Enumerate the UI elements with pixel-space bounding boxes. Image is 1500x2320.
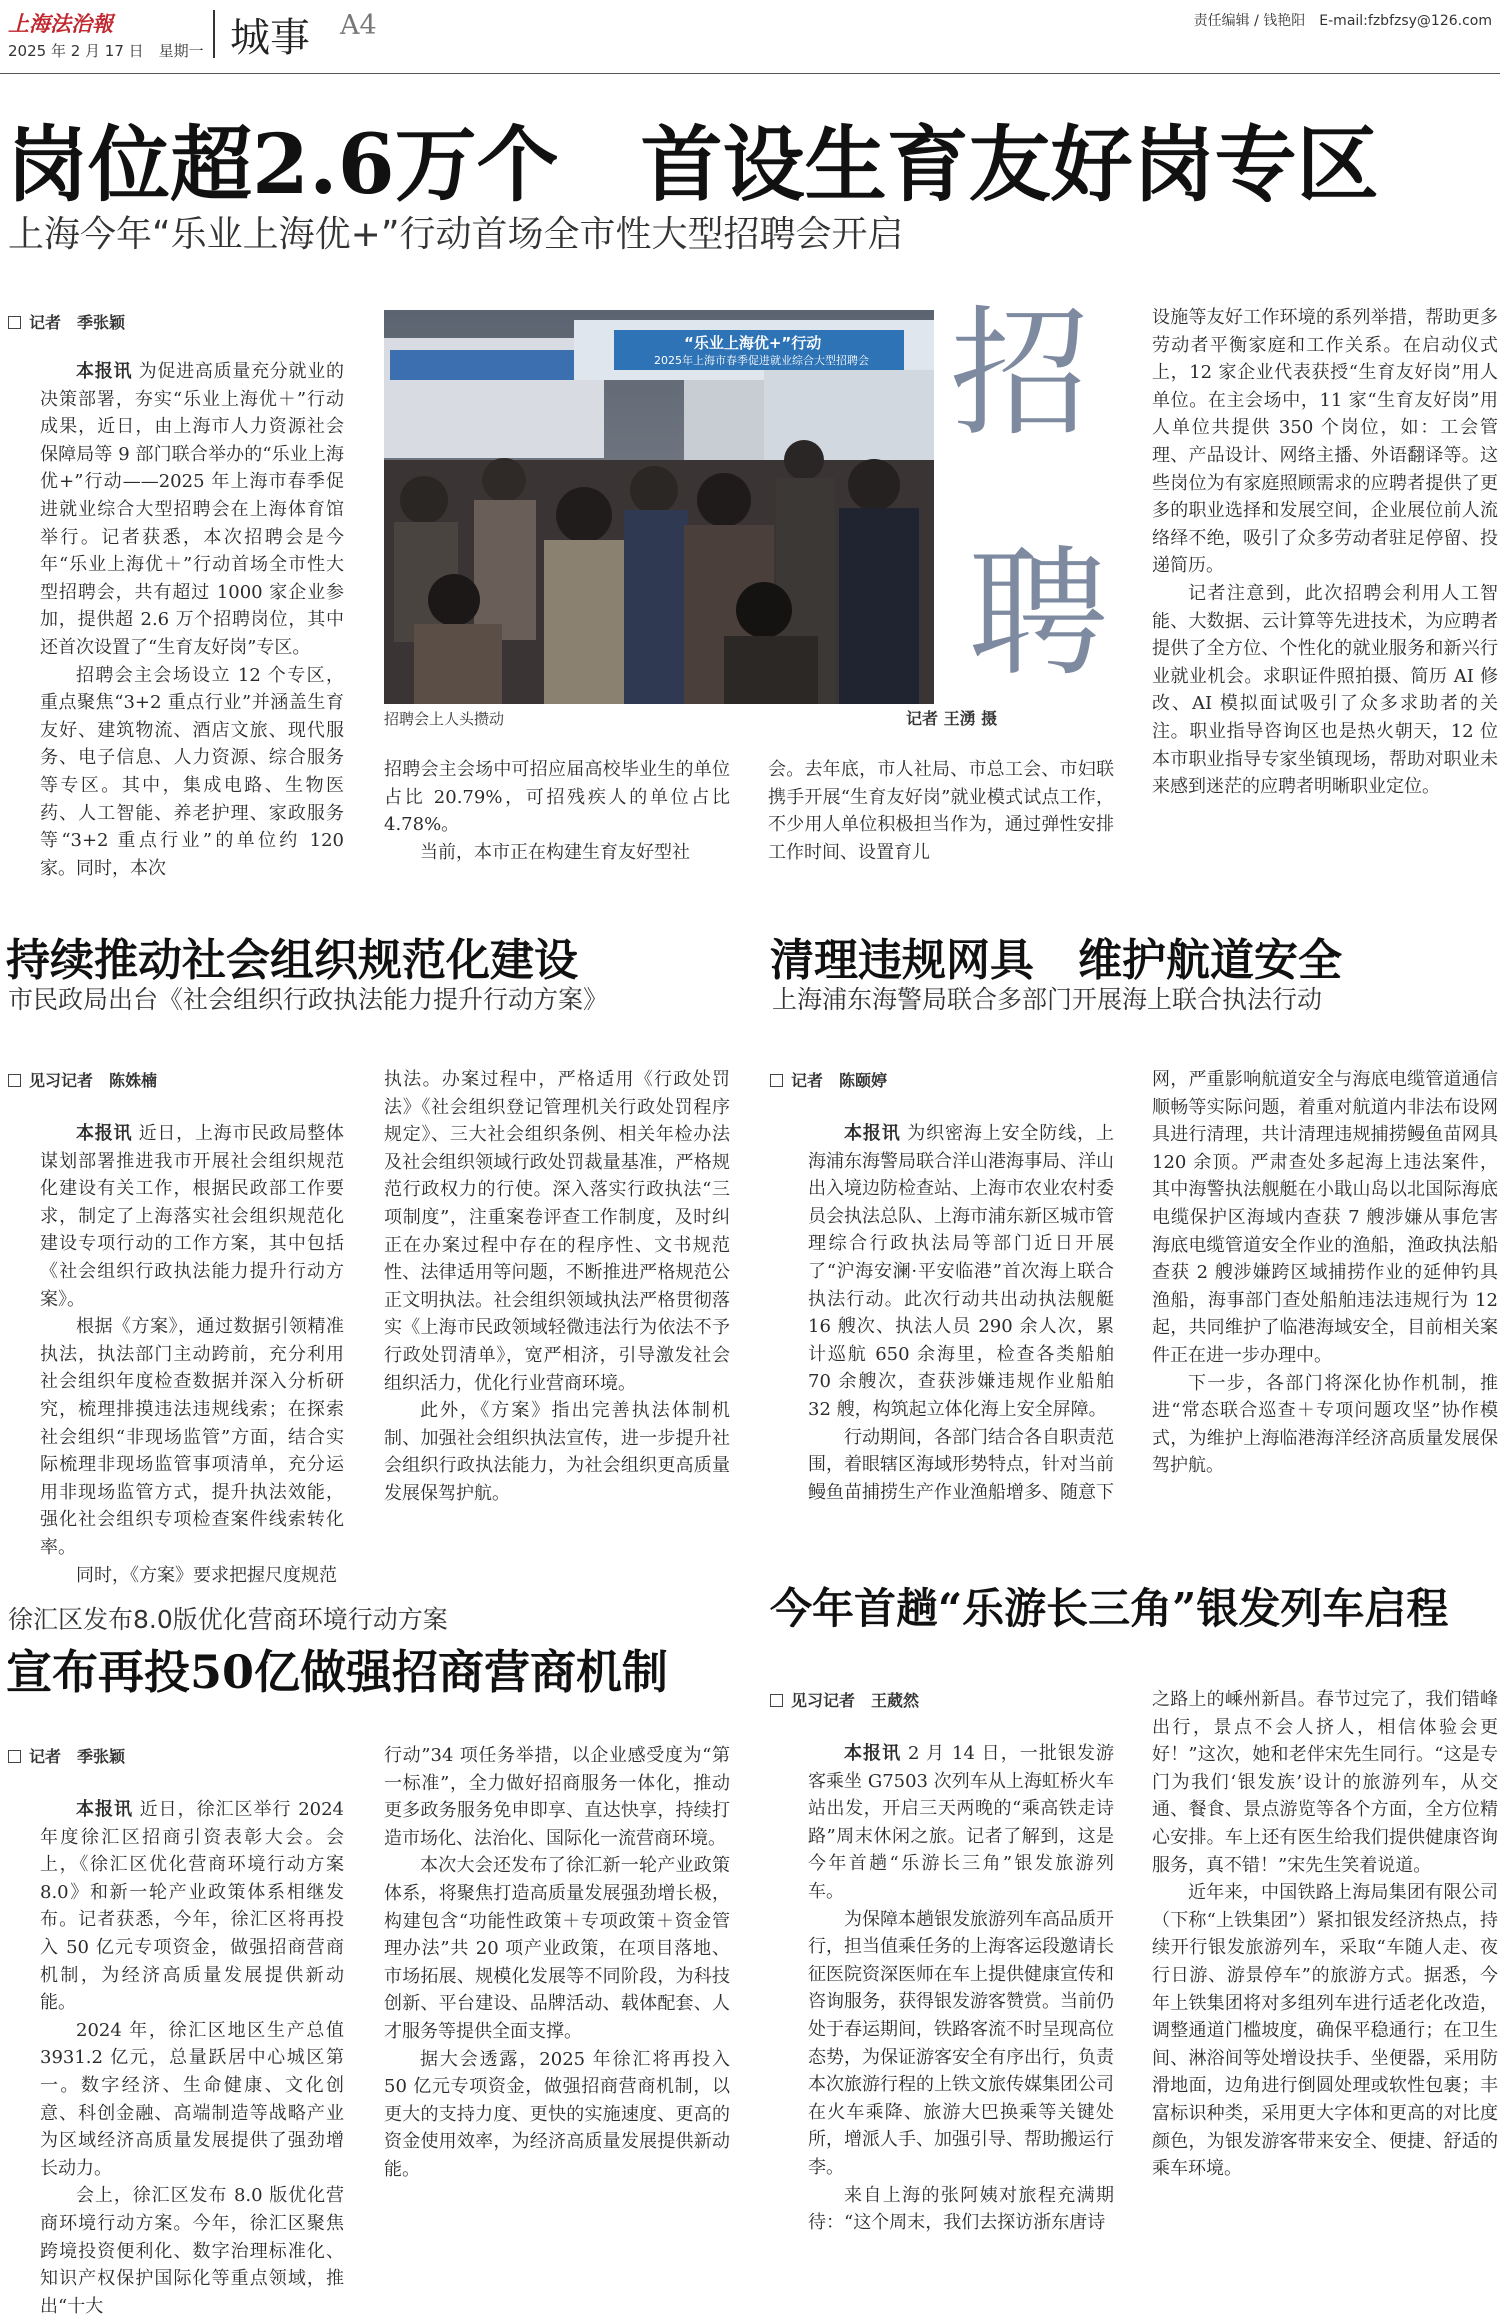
article5-byline: 见习记者 王葳然 [770, 1688, 919, 1711]
byline-square-icon [8, 316, 21, 329]
article1-col3: 会。去年底，市人社局、市总工会、市妇联携手开展“生育友好岗”就业模式试点工作，不少用人单位积极担当作为，通过弹性安排工作时间、设置育儿 [768, 759, 1114, 863]
article1-title: 岗位超2.6万个 首设生育友好岗专区 [6, 117, 1379, 213]
article1-photo [384, 310, 934, 704]
page-number: A4 [340, 10, 377, 41]
photo-banner: “乐业上海优+”行动 [684, 334, 822, 352]
article3-subtitle: 上海浦东海警局联合多部门开展海上联合执法行动 [772, 985, 1323, 1014]
article2-title: 持续推动社会组织规范化建设 [6, 935, 578, 986]
article4-col2: 行动”34 项任务举措，以企业感受度为“第一标准”，全力做好招商服务一体化，推动更多政务服务免申即享、直达快享，持续打造市场化、法治化、国际化一流营商环境。 本次大会还发布了徐汇新一轮产业政策体系，将聚焦打造高质量发展强劲增长极，构建包含“功能性政策＋专项政策＋资金管理办法”共 20 项产业政策，在项目落地、市场拓展、规模化发展等不同阶段，为科技创新、平台建设、品牌活动、载体配套、人才服务等提供全面支撑。 据大会透露，2025 年徐汇将再投入 50 亿元专项资金，做强招商营商机制，以更大的支持力度、更快的实施速度、更高的资金使用效率，为经济高质量发展提供新动能。 [384, 1745, 730, 2180]
article3-col1: 本报讯 为织密海上安全防线，上海浦东海警局联合洋山港海事局、洋山出入境边防检查站、上海市农业农村委员会执法总队、上海市浦东新区城市管理综合行政执法局等部门近日开展了“沪海安澜·平安临港”首次海上联合执法行动。此次行动共出动执法舰艇 16 艘次、执法人员 290 余人次，累计巡航 650 余海里，检查各类船舶 70 余艘次，查获涉嫌违规作业船舶 32 艘，构筑起立体化海上安全屏障。 行动期间，各部门结合各自职责范围，着眼辖区海域形势特点，针对当前鳗鱼苗捕捞生产作业渔船增多、随意下 [808, 1123, 1115, 1503]
article3-title: 清理违规网具 维护航道安全 [770, 935, 1342, 986]
article1-subtitle: 上海今年“乐业上海优+”行动首场全市性大型招聘会开启 [8, 214, 904, 255]
crowd-photo-illustration [384, 310, 934, 704]
article2-byline: 见习记者 陈姝楠 [8, 1068, 157, 1091]
article1-col4: 设施等友好工作环境的系列举措，帮助更多劳动者平衡家庭和工作关系。在启动仪式上，12 家企业代表获授“生育友好岗”用人单位。在主会场中，11 家“生育友好岗”用人单位共提供 350 个岗位，如：工会管理、产品设计、网络主播、外语翻译等。这些岗位为有家庭照顾需求的应聘者提供了更多的职业选择和发展空间，企业展位前人流络绎不绝，吸引了众多劳动者驻足停留、投递简历。 记者注意到，此次招聘会利用人工智能、大数据、云计算等先进技术，为应聘者提供了全方位、个性化的就业服务和新兴行业就业机会。求职证件照拍摄、简历 AI 修改、AI 模拟面试吸引了众多求助者的关注。职业指导咨询区也是热火朝天，12 位本市职业指导专家坐镇现场，帮助对职业未来感到迷茫的应聘者明晰职业定位。 [1152, 307, 1498, 798]
header-rule [0, 73, 1500, 74]
photo-caption: 招聘会上人头攒动 [384, 710, 505, 728]
article2-col2: 执法。办案过程中，严格适用《行政处罚法》《社会组织登记管理机关行政处罚程序规定》、三大社会组织条例、相关年检办法及社会组织领域行政处罚裁量基准，严格规范行政权力的行使。深入落实行政执法“三项制度”，注重案卷评查工作制度，及时纠正在办案过程中存在的程序性、文书规范性、法律适用等问题，不断推进严格规范公正文明执法。社会组织领域执法严格贯彻落实《上海市民政领域轻微违法行为依法不予行政处罚清单》，宽严相济，引导激发社会组织活力，优化行业营商环境。 此外，《方案》指出完善执法体制机制、加强社会组织执法宣传，进一步提升社会组织行政执法能力，为社会组织更高质量发展保驾护航。 [384, 1069, 730, 1504]
article2-subtitle: 市民政局出台《社会组织行政执法能力提升行动方案》 [8, 985, 609, 1014]
byline-square-icon [770, 1074, 783, 1087]
byline-square-icon [8, 1750, 21, 1763]
article4-byline: 记者 季张颖 [8, 1744, 125, 1767]
article4-col1: 本报讯 近日，徐汇区举行 2024 年度徐汇区招商引资表彰大会。会上，《徐汇区优化营商环境行动方案 8.0》和新一轮产业政策体系相继发布。记者获悉，今年，徐汇区将再投入 50 亿元专项资金，做强招商营商机制，为经济高质量发展提供新动能。 2024 年，徐汇区地区生产总值 3931.2 亿元，总量跃居中心城区第一。数字经济、生命健康、文化创意、科创金融、高端制造等战略产业为区域经济高质量发展提供了强劲增长动力。 会上，徐汇区发布 8.0 版优化营商环境行动方案。今年，徐汇区聚焦跨境投资便利化、数字治理标准化、知识产权保护国际化等重点领域，推出“十大 [40, 1799, 345, 2317]
article1-col2: 招聘会主会场中可招应届高校毕业生的单位占比 20.79%，可招残疾人的单位占比 4.78%。 当前，本市正在构建生育友好型社 [384, 759, 730, 863]
article5-title: 今年首趟“乐游长三角”银发列车启程 [770, 1584, 1449, 1633]
photo-credit: 记者 王湧 摄 [906, 709, 998, 728]
article5-col2: 之路上的嵊州新昌。春节过完了，我们错峰出行，景点不会人挤人，相信体验会更好！”这次，她和老伴宋先生同行。“这是专门为我们‘银发族’设计的旅游列车，从交通、餐食、景点游览等各个方面，全方位精心安排。车上还有医生给我们提供健康咨询服务，真不错！”宋先生笑着说道。 近年来，中国铁路上海局集团有限公司（下称“上铁集团”）紧扣银发经济热点，持续开行银发旅游列车，采取“车随人走、夜行日游、游景停车”的旅游方式。据悉，今年上铁集团将对多组列车进行适老化改造，调整通道门槛坡度，确保平稳通行；在卫生间、淋浴间等处增设扶手、坐便器，采用防滑地面，边角进行倒圆处理或软性包裹；丰富标识种类，采用更大字体和更高的对比度颜色，为银发游客带来安全、便捷、舒适的乘车环境。 [1152, 1689, 1498, 2180]
article5-col1: 本报讯 2 月 14 日，一批银发游客乘坐 G7503 次列车从上海虹桥火车站出发，开启三天两晚的“乘高铁走诗路”周末休闲之旅。记者了解到，这是今年首趟“乐游长三角”银发旅游列车。 为保障本趟银发旅游列车高品质开行，担当值乘任务的上海客运段邀请长征医院资深医师在车上提供健康宣传和咨询服务，获得银发游客赞赏。当前仍处于春运期间，铁路客流不时呈现高位态势，为保证游客安全有序出行，负责本次旅游行程的上铁文旅传媒集团公司在火车乘降、旅游大巴换乘等关键处所，增派人手、加强引导、帮助搬运行李。 来自上海的张阿姨对旅程充满期待：“这个周末，我们去探访浙东唐诗 [808, 1743, 1114, 2234]
section-name: 城事 [230, 15, 310, 61]
article1-col1: 本报讯 为促进高质量充分就业的决策部署，夯实“乐业上海优＋”行动成果，近日，由上海市人力资源社会保障局等 9 部门联合举办的“乐业上海优+”行动——2025 年上海市春季促进就业综合大型招聘会在上海体育馆举行。记者获悉，本次招聘会是今年“乐业上海优＋”行动首场全市性大型招聘会，共有超过 1000 家企业参加，提供超 2.6 万个招聘岗位，其中还首次设置了“生育友好岗”专区。 招聘会主会场设立 12 个专区，重点聚焦“3+2 重点行业”并涵盖生育友好、建筑物流、酒店文旅、现代服务、电子信息、人力资源、综合服务等专区。其中，集成电路、生物医药、人工智能、养老护理、家政服务等“3+2 重点行业”的单位约 120 家。同时，本次 [40, 361, 345, 879]
header-divider [213, 10, 215, 58]
photo-banner-2: 2025年上海市春季促进就业综合大型招聘会 [654, 354, 869, 367]
deco-char-pin: 聘 [968, 533, 1109, 696]
editor-info: 责任编辑 / 钱艳阳 E-mail:fzbfzsy@126.com [1193, 13, 1492, 29]
masthead [8, 6, 1492, 64]
article4-title: 宣布再投50亿做强招商营商机制 [6, 1645, 669, 1699]
article2-col1: 本报讯 近日，上海市民政局整体谋划部署推进我市开展社会组织规范化建设有关工作，根据民政部工作要求，制定了上海落实社会组织规范化建设专项行动的工作方案，其中包括《社会组织行政执法能力提升行动方案》。 根据《方案》，通过数据引领精准执法，执法部门主动跨前，充分利用社会组织年度检查数据并深入分析研究，梳理排摸违法违规线索；在探索社会组织“非现场监管”方面，结合实际梳理非现场监管事项清单，充分运用非现场监管方式，提升执法效能，强化社会组织专项检查案件线索转化率。 同时，《方案》要求把握尺度规范 [40, 1123, 345, 1586]
article3-col2: 网，严重影响航道安全与海底电缆管道通信顺畅等实际问题，着重对航道内非法布设网具进行清理，共计清理违规捕捞鳗鱼苗网具 120 余顶。严肃查处多起海上违法案件，其中海警执法舰艇在小戢山岛以北国际海底电缆保护区海域内查获 7 艘涉嫌从事危害海底电缆管道安全作业的渔船，渔政执法船查获 2 艘涉嫌跨区域捕捞作业的延伸钓具渔船，海事部门查处船舶违法违规行为 12 起，共同维护了临港海域安全，目前相关案件正在进一步办理中。 下一步，各部门将深化协作机制，推进“常态联合巡查＋专项问题攻坚”协作模式，为维护上海临港海洋经济高质量发展保驾护航。 [1152, 1069, 1498, 1477]
paper-logo: 上海法治報 [8, 11, 113, 36]
deco-char-zhao: 招 [950, 293, 1091, 456]
byline-square-icon [8, 1074, 21, 1087]
article3-byline: 记者 陈颐婷 [770, 1068, 887, 1091]
byline-square-icon [770, 1694, 783, 1707]
issue-date: 2025 年 2 月 17 日 星期一 [8, 42, 204, 60]
article4-kicker: 徐汇区发布8.0版优化营商环境行动方案 [8, 1605, 448, 1634]
article1-byline: 记者 季张颖 [8, 310, 125, 333]
